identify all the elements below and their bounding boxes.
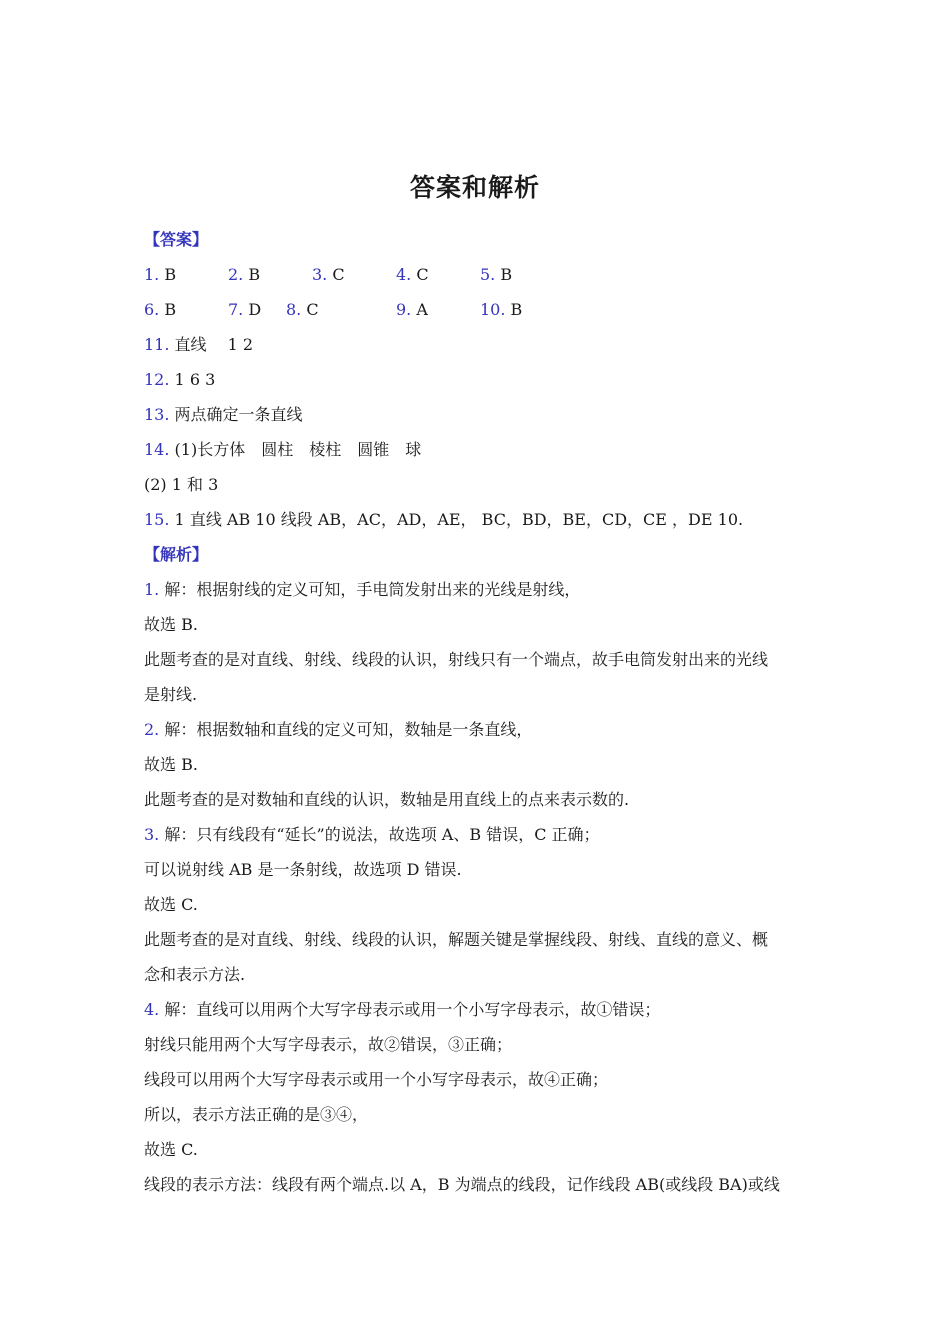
analysis-line: 所以，表示方法正确的是③④， [144, 1105, 369, 1124]
answer-item: 9. A [396, 300, 428, 319]
answer-item: 8. C [286, 300, 319, 319]
analysis-line: 此题考查的是对直线、射线、线段的认识，解题关键是掌握线段、射线、直线的意义、概 [144, 930, 769, 949]
answer-item: 6. B [144, 300, 177, 319]
analysis-line: 此题考查的是对直线、射线、线段的认识，射线只有一个端点，故手电筒发射出来的光线 [144, 650, 769, 669]
answer-item: 2. B [228, 265, 261, 284]
answers-row-1 [144, 257, 824, 292]
fill-answer-11: 11. 直线 1 2 [144, 335, 254, 354]
answers-row-2 [144, 292, 824, 327]
fill-answer-14: 14. (1)长方体 圆柱 棱柱 圆锥 球 [144, 440, 422, 459]
page-title: 答案和解析 [409, 173, 540, 202]
analysis-line: 射线只能用两个大写字母表示，故②错误，③正确； [144, 1035, 513, 1054]
analysis-line: 4. 解：直线可以用两个大写字母表示或用一个小写字母表示，故①错误； [144, 1000, 661, 1019]
analysis-line: 1. 解：根据射线的定义可知，手电筒发射出来的光线是射线， [144, 580, 581, 599]
answer-item: 1. B [144, 265, 177, 284]
analysis-line: 线段可以用两个大写字母表示或用一个小写字母表示，故④正确； [144, 1070, 609, 1089]
fill-answer-14-part2: (2) 1 和 3 [144, 475, 219, 494]
analysis-line: 故选 C. [144, 1140, 198, 1159]
fill-answer-12: 12. 1 6 3 [144, 370, 216, 389]
analysis-line: 可以说射线 AB 是一条射线，故选项 D 错误. [144, 860, 462, 879]
analysis-line: 故选 B. [144, 615, 198, 634]
answer-item: 5. B [480, 265, 513, 284]
analysis-line: 念和表示方法. [144, 965, 246, 984]
fill-answer-15: 15. 1 直线 AB 10 线段 AB，AC，AD，AE， BC，BD，BE，CD，CE ，DE 10. [144, 510, 744, 529]
analysis-section-header [144, 537, 824, 572]
analysis-line: 3. 解：只有线段有“延长”的说法，故选项 A、B 错误，C 正确； [144, 825, 600, 844]
analysis-line: 2. 解：根据数轴和直线的定义可知，数轴是一条直线， [144, 720, 533, 739]
answer-item: 3. C [312, 265, 345, 284]
analysis-line: 是射线. [144, 685, 198, 704]
content-body [144, 222, 824, 1202]
answer-item: 4. C [396, 265, 429, 284]
analysis-header: 【解析】 [144, 545, 209, 564]
answers-section-header [144, 222, 824, 257]
analysis-line: 故选 B. [144, 755, 198, 774]
answers-header: 【答案】 [144, 230, 209, 249]
analysis-line: 线段的表示方法：线段有两个端点.以 A，B 为端点的线段，记作线段 AB(或线段 BA)或线 [144, 1175, 780, 1194]
answer-item: 10. B [480, 300, 523, 319]
analysis-line: 此题考查的是对数轴和直线的认识，数轴是用直线上的点来表示数的. [144, 790, 630, 809]
answer-item: 7. D [228, 300, 262, 319]
fill-answer-13: 13. 两点确定一条直线 [144, 405, 303, 424]
analysis-line: 故选 C. [144, 895, 198, 914]
